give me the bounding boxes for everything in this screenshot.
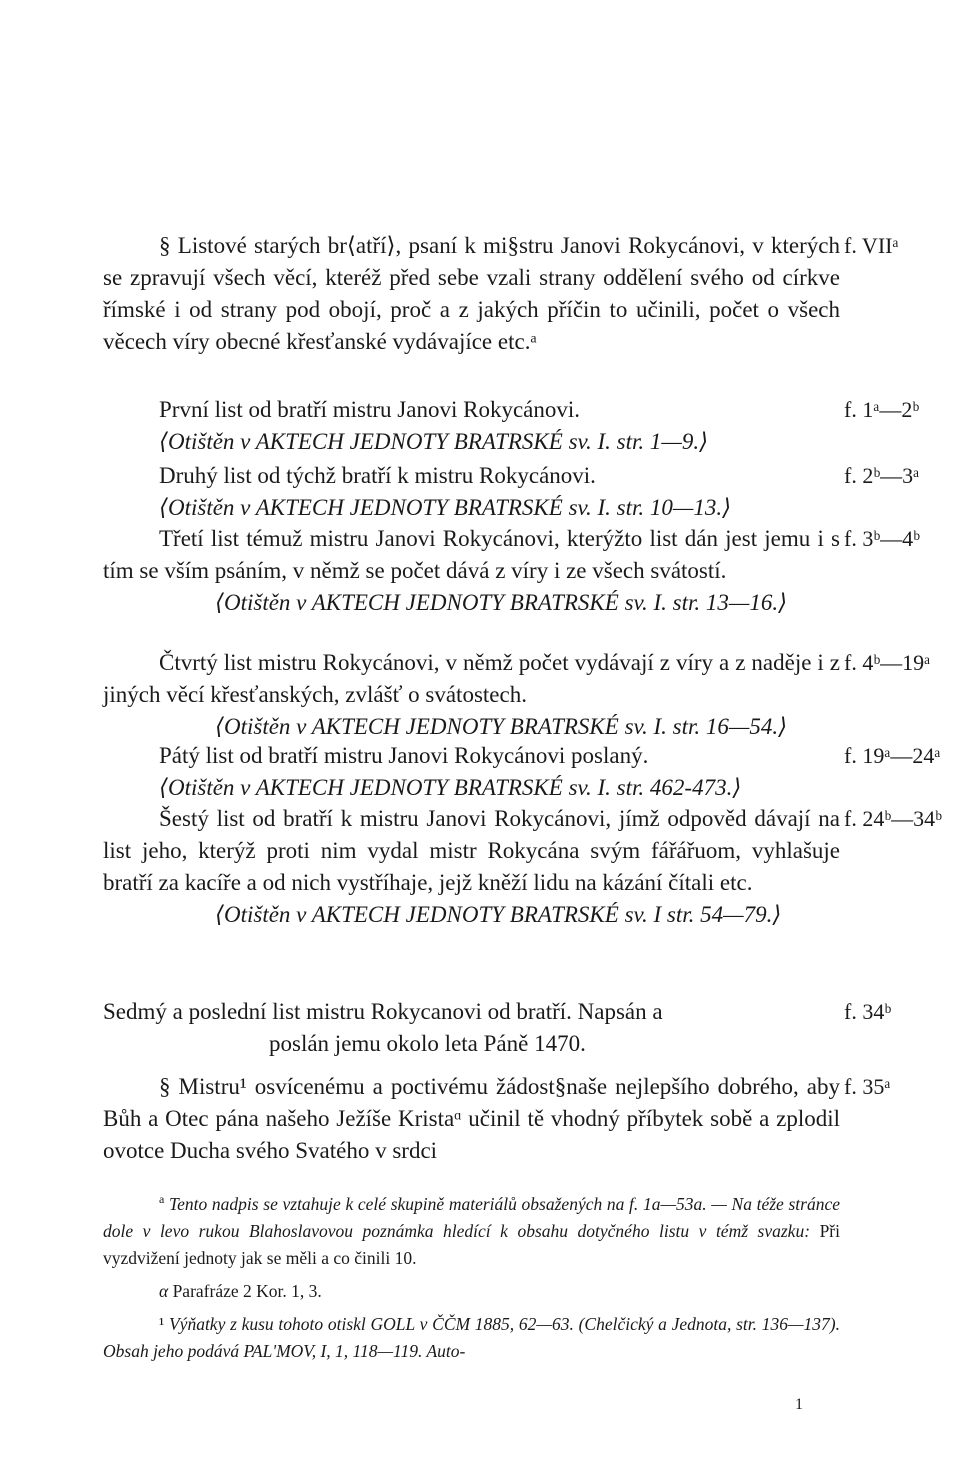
footnote-a [103,1186,840,1272]
folio-ref: f. 19ᵃ—24ᵃ [844,743,941,768]
entry-citation: ⟨Otištěn v AKTECH JEDNOTY BRATRSKÉ sv. I. str. 13—16.⟩ [215,590,788,615]
folio-ref: f. 4ᵇ—19ᵃ [844,650,931,675]
footnote-italic-text: Tento nadpis se vztahuje k celé skupině materiálů obsažených na f. 1a—53a. — Na téže stránce dole v levo rukou Blahoslavovou poznámka hledící k obsahu dotyčného listu v témž svazku: [103,1193,840,1241]
entry-letter-2 [103,460,943,524]
entry-letter-5 [103,740,943,804]
footnote-italic-text: Výňatky z kusu tohoto otiskl GOLL v ČČM 1885, 62—63. (Chelčický a Jednota, str. 136—137). Obsah jeho podává PAL'MOV, I, 1, 118—119. Auto- [103,1313,840,1361]
entry-citation: ⟨Otištěn v AKTECH JEDNOTY BRATRSKÉ sv. I str. 54—79.⟩ [215,902,782,927]
entry-letter-4 [103,647,943,743]
section-heading [103,996,943,1060]
entry-text: Pátý list od bratří mistru Janovi Rokycánovi poslaný. [159,743,649,768]
footnote-mark: α [159,1280,169,1301]
folio-ref: f. 34ᵇ [844,999,892,1024]
entry-letter-6 [103,803,943,931]
folio-ref: f. 35ᵃ [844,1074,891,1099]
entry-letter-3 [103,523,943,619]
entry-title [103,230,943,358]
entry-citation: ⟨Otištěn v AKTECH JEDNOTY BRATRSKÉ sv. I. str. 1—9.⟩ [159,429,709,454]
heading-line-2: poslán jemu okolo leta Páně 1470. [269,1031,586,1056]
heading-line-1: Sedmý a poslední list mistru Rokycanovi od bratří. Napsán a [103,999,663,1024]
folio-ref: f. 3ᵇ—4ᵇ [844,526,920,551]
footnote-alpha [103,1278,840,1305]
folio-ref: f. 1ᵃ—2ᵇ [844,397,920,422]
entry-text: Druhý list od týchž bratří k mistru Rokycánovi. [159,463,596,488]
entry-text: Čtvrtý list mistru Rokycánovi, v němž počet vydávají z víry a z naděje i z jiných věcí křesťanských, zvlášť o svátostech. [103,650,840,707]
entry-letter-1 [103,394,943,458]
entry-citation: ⟨Otištěn v AKTECH JEDNOTY BRATRSKÉ sv. I. str. 462-473.⟩ [159,775,742,800]
page-number: 1 [795,1396,803,1413]
entry-citation: ⟨Otištěn v AKTECH JEDNOTY BRATRSKÉ sv. I. str. 16—54.⟩ [215,714,788,739]
footnote-1 [103,1311,840,1365]
footnotes [103,1186,840,1371]
entry-text: Třetí list témuž mistru Janovi Rokycánovi, kterýžto list dán jest jemu i s tím se vším psáním, v němž se počet dává z víry i ze všech svátostí. [103,526,840,583]
footnote-mark: ¹ [159,1313,165,1334]
folio-ref: f. VIIᵃ [844,233,899,258]
entry-text: První list od bratří mistru Janovi Rokycánovi. [159,397,580,422]
body-text: § Mistru¹ osvícenému a poctivému žádost§naše nejlepšího dobrého, aby Bůh a Otec pána našeho Ježíše Kristaᵅ učinil tě vhodný příbytek sobě a zplodil ovotce Ducha svého Svatého v srdci [103,1074,840,1163]
footnote-text: Parafráze 2 Kor. 1, 3. [172,1280,322,1301]
body-paragraph [103,1071,943,1167]
footnote-mark: a [159,1192,165,1206]
entry-citation: ⟨Otištěn v AKTECH JEDNOTY BRATRSKÉ sv. I. str. 10—13.⟩ [159,495,732,520]
entry-text: Šestý list od bratří k mistru Janovi Rokycánovi, jímž odpověd dávají na list jeho, kterýž proti nim vydal mistr Rokycána svým fářářuom, vyhlašuje bratří za kacíře a od nich vystříhaje, jejž kněží lidu na kázání čítali etc. [103,806,840,895]
entry-text: § Listové starých br⟨atří⟩, psaní k mi§stru Janovi Rokycánovi, v kterých se zpravují všech věcí, kteréž před sebe vzali strany oddělení svého od církve římské i od strany pod obojí, proč a z jakých příčin to učinili, počet o všech věcech víry obecné křesťanské vydávajíce etc.ᵃ [103,233,840,354]
folio-ref: f. 24ᵇ—34ᵇ [844,806,942,831]
footnote-roman-text: Při vyzdvižení jednoty jak se měli a co činili 10. [103,1220,840,1268]
folio-ref: f. 2ᵇ—3ᵃ [844,463,920,488]
